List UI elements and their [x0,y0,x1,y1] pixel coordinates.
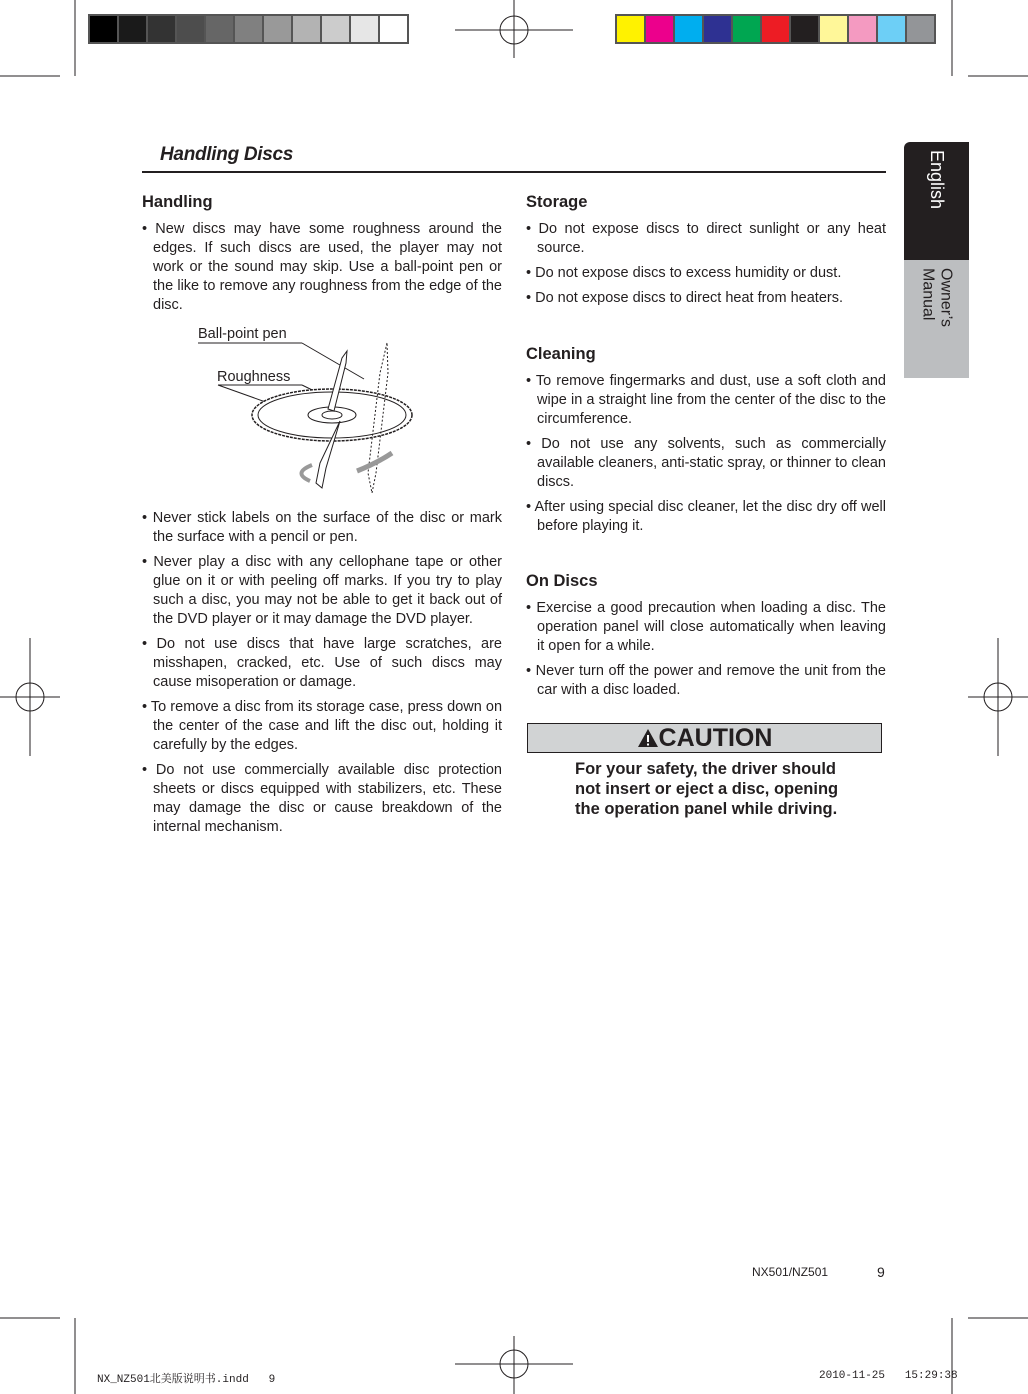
disc-pen-drawing [192,323,442,498]
page-title: Handling Discs [160,144,294,165]
list-item: • To remove a disc from its storage case, press down on the center of the case and lift the disc out, holding it carefully by the edges. [142,698,502,755]
color-swatch [351,16,378,42]
list-item: • To remove fingermarks and dust, use a soft cloth and wipe in a straight line from the center of the disc to the circumference. [526,372,886,429]
color-swatch [322,16,349,42]
list-item: • Do not use discs that have large scratches, are misshapen, cracked, etc. Use of such discs may cause misoperation or damage. [142,635,502,692]
slug-datetime: 2010-11-25 15:29:38 [819,1370,958,1382]
model-number: NX501/NZ501 [752,1265,829,1279]
disc-illustration [142,323,502,503]
list-item: • Never turn off the power and remove the unit from the car with a disc loaded. [526,662,886,700]
color-swatch [762,16,789,42]
side-tab [904,142,969,378]
color-swatch [820,16,847,42]
list-item: • New discs may have some roughness around the edges. If such discs are used, the player may not work or the sound may skip. Use a ball-point pen or the like to remove any roughness from the edge of the disc. [142,220,502,315]
color-swatch [148,16,175,42]
list-item: • Do not use commercially available disc protection sheets or discs equipped with stabilizers, etc. These may damage the disc or cause breakdown of the internal mechanism. [142,761,502,837]
section-heading: Handling [142,193,213,211]
cleaning-section [526,345,886,542]
list-item: • Do not expose discs to direct heat from heaters. [526,289,886,308]
slug-filename: NX_NZ501北美版说明书.indd 9 [97,1374,276,1386]
list-item: • Never play a disc with any cellophane tape or other glue on it or with peeling off marks. If you try to play such a disc, you may not be able to get it back out of the DVD player or it may damage the DVD player. [142,553,502,629]
label-ball-point-pen: Ball-point pen [198,326,287,342]
caution-text: For your safety, the driver should not insert or eject a disc, opening the operation panel while driving. [575,760,839,818]
grayscale-color-bar [88,14,409,44]
process-color-bar [615,14,936,44]
list-item: • Never stick labels on the surface of the disc or mark the surface with a pencil or pen. [142,509,502,547]
color-swatch [907,16,934,42]
color-swatch [293,16,320,42]
color-swatch [206,16,233,42]
color-swatch [733,16,760,42]
color-swatch [177,16,204,42]
color-swatch [90,16,117,42]
tab-manual: Owner’s Manual [919,268,955,327]
color-swatch [791,16,818,42]
list-item: • Do not expose discs to excess humidity or dust. [526,264,886,283]
page-number: 9 [877,1264,885,1280]
color-swatch [849,16,876,42]
color-swatch [235,16,262,42]
storage-section [526,193,886,314]
tab-language: English [927,150,947,210]
color-swatch [264,16,291,42]
section-heading: Storage [526,193,588,211]
color-swatch [704,16,731,42]
color-swatch [675,16,702,42]
list-item: • After using special disc cleaner, let the disc dry off well before playing it. [526,498,886,536]
label-roughness: Roughness [217,369,291,385]
section-heading: Cleaning [526,345,596,363]
color-swatch [119,16,146,42]
color-swatch [380,16,407,42]
list-item: • Exercise a good precaution when loading a disc. The operation panel will close automatically when leaving it open for a while. [526,599,886,656]
color-swatch [617,16,644,42]
caution-banner [527,723,882,753]
handling-section [142,193,502,843]
list-item: • Do not expose discs to direct sunlight or any heat source. [526,220,886,258]
on-discs-section [526,572,886,706]
warning-icon [637,728,659,748]
section-heading: On Discs [526,572,598,590]
color-swatch [878,16,905,42]
caution-label: CAUTION [658,724,773,752]
color-swatch [646,16,673,42]
title-rule [142,171,886,173]
list-item: • Do not use any solvents, such as commercially available cleaners, anti-static spray, or thinner to clean discs. [526,435,886,492]
